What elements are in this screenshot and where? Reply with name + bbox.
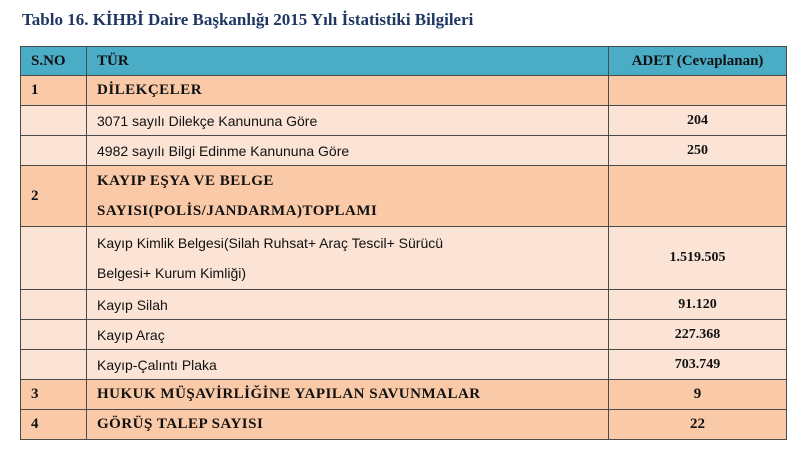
row-tur: Kayıp Araç xyxy=(87,320,609,350)
table-row xyxy=(21,106,787,136)
row-tur: GÖRÜŞ TALEP SAYISI xyxy=(87,410,609,440)
row-sno xyxy=(21,227,87,290)
table-row xyxy=(21,380,787,410)
row-adet: 91.120 xyxy=(609,290,787,320)
row-sno xyxy=(21,106,87,136)
row-sno: 4 xyxy=(21,410,87,440)
row-adet: 1.519.505 xyxy=(609,227,787,290)
row-tur: Kayıp-Çalıntı Plaka xyxy=(87,350,609,380)
row-sno: 1 xyxy=(21,76,87,106)
row-tur: Kayıp Silah xyxy=(87,290,609,320)
row-adet: 250 xyxy=(609,136,787,166)
table-row xyxy=(21,350,787,380)
row-tur-line: KAYIP EŞYA VE BELGE xyxy=(97,173,274,189)
row-adet: 703.749 xyxy=(609,350,787,380)
header-adet: ADET (Cevaplanan) xyxy=(609,47,787,76)
header-sno: S.NO xyxy=(21,47,87,76)
row-sno xyxy=(21,320,87,350)
row-adet: 227.368 xyxy=(609,320,787,350)
table-row xyxy=(21,320,787,350)
row-sno xyxy=(21,290,87,320)
row-tur-line: Belgesi+ Kurum Kimliği) xyxy=(97,265,246,281)
row-adet xyxy=(609,166,787,227)
table-caption: Tablo 16. KİHBİ Daire Başkanlığı 2015 Yılı İstatistiki Bilgileri xyxy=(22,10,474,29)
row-tur xyxy=(87,166,609,227)
row-adet: 204 xyxy=(609,106,787,136)
table-row xyxy=(21,227,787,290)
row-tur-line: SAYISI(POLİS/JANDARMA)TOPLAMI xyxy=(97,203,378,219)
statistics-table xyxy=(20,46,787,440)
table-header-row xyxy=(21,47,787,76)
row-adet: 9 xyxy=(609,380,787,410)
row-tur xyxy=(87,227,609,290)
row-tur: 4982 sayılı Bilgi Edinme Kanununa Göre xyxy=(87,136,609,166)
row-tur: DİLEKÇELER xyxy=(87,76,609,106)
row-sno: 3 xyxy=(21,380,87,410)
row-tur-line: Kayıp Kimlik Belgesi(Silah Ruhsat+ Araç Tescil+ Sürücü xyxy=(97,235,444,251)
table-row xyxy=(21,136,787,166)
table-row xyxy=(21,290,787,320)
row-adet: 22 xyxy=(609,410,787,440)
row-tur: HUKUK MÜŞAVİRLİĞİNE YAPILAN SAVUNMALAR xyxy=(87,380,609,410)
row-adet xyxy=(609,76,787,106)
table-row xyxy=(21,166,787,227)
table-row xyxy=(21,410,787,440)
header-tur: TÜR xyxy=(87,47,609,76)
row-sno xyxy=(21,350,87,380)
row-sno: 2 xyxy=(21,166,87,227)
row-sno xyxy=(21,136,87,166)
table-row xyxy=(21,76,787,106)
row-tur: 3071 sayılı Dilekçe Kanununa Göre xyxy=(87,106,609,136)
